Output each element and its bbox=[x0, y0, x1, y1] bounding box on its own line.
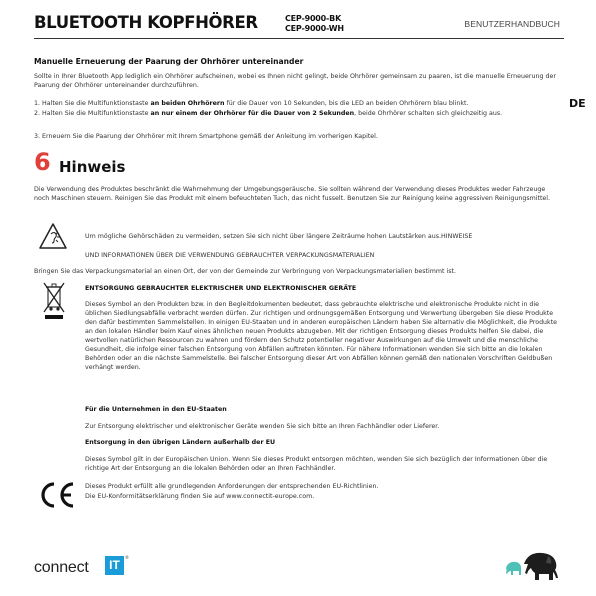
hinweis-body: Die Verwendung des Produktes beschränkt die Wahrnehmung der Umgebungsgeräusche. Sie sollten während der Verwendung dieses Produktes weder Fahrzeuge noch Maschinen steuern. Reinigen Sie das Produkt mit einem befeuchteten Tuch, das nicht fusselt. Benutzen Sie zur Reinigung keine aggressiven Reinigungsmittel. bbox=[34, 186, 551, 202]
pairing-section-title: Manuelle Erneuerung der Paarung der Ohrhörer untereinander bbox=[34, 57, 304, 66]
ce-line-1: Dieses Produkt erfüllt alle grundlegenden Anforderungen der entsprechenden EU-Richtlinien. bbox=[85, 483, 379, 490]
eu-companies-text: Zur Entsorgung elektrischer und elektronischer Geräte wenden Sie sich bitte an Ihren Fachhändler oder Lieferer. bbox=[85, 423, 440, 430]
step-2-text-c: , beide Ohrhörer schalten sich gleichzeitig aus. bbox=[354, 110, 503, 117]
step-1-text-bold: an beiden Ohrhörern bbox=[150, 100, 225, 107]
packaging-heading: UND INFORMATIONEN ÜBER DIE VERWENDUNG GEBRAUCHTER VERPACKUNGSMATERIALIEN bbox=[85, 252, 375, 259]
model-number-bk: CEP-9000-BK bbox=[285, 14, 342, 23]
non-eu-title: Entsorgung in den übrigen Ländern außerhalb der EU bbox=[85, 439, 276, 446]
hearing-warning-text: Um mögliche Gehörschäden zu vermeiden, setzen Sie sich nicht über längere Zeiträume hohen Lautstärken aus.HINWEISE bbox=[85, 233, 473, 240]
document-type: BENUTZERHANDBUCH bbox=[464, 19, 560, 29]
model-numbers bbox=[285, 14, 344, 34]
product-title: BLUETOOTH KOPFHÖRER bbox=[34, 13, 258, 32]
pairing-intro: Sollte in Ihrer Bluetooth App lediglich ein Ohrhörer aufscheinen, wobei es Ihnen nicht gelingt, beide Ohrhörer gemeinsam zu paaren, ist die manuelle Erneuerung der Paarung der Ohrhörer untereinander durchzuführen. bbox=[34, 73, 556, 89]
pairing-step-1 bbox=[34, 99, 558, 108]
packaging-text: Bringen Sie das Verpackungsmaterial an einen Ort, der von der Gemeinde zur Verbringung von Verpackungsmaterialien bestimmt ist. bbox=[34, 268, 456, 275]
section-title: Hinweis bbox=[59, 158, 126, 176]
page-header bbox=[34, 13, 564, 39]
weee-body: Dieses Symbol an den Produkten bzw. in den Begleitdokumenten bedeutet, dass gebrauchte elektrische und elektronische Produkte nicht in die üblichen Siedlungsabfälle verbracht werden dürfen. Zur richtigen und ordnungsgemäßen Entsorgung und Verwertung übergeben Sie diese Produkte den dafür bestimmten Sammelstellen. In einigen EU-Staaten und in anderen europäischen Ländern haben Sie alternativ die Möglichkeit, die Produkte an den lokalen Händler beim Kauf eines ähnlichen neuen Produkts abzugeben. Mit der richtigen Entsorgung dieses Produkts helfen Sie dabei, die wertvollen natürlichen Ressourcen zu wahren und fördern den Schutz potentieller negativer Auswirkungen auf die Umwelt und die menschliche Gesundheit, die infolge einer falschen Entsorgung von Abfällen auftreten könnten. Für nähere Informationen wenden Sie sich bitte an die lokalen Behörden oder an die nächste Sammelstelle. Bei falscher Entsorgung dieser Art von Abfällen können gemäß den nationalen Vorschriften Geldbußen verhängt werden. bbox=[85, 301, 558, 371]
brand-logo-text: connect bbox=[34, 559, 89, 576]
step-2-text-a: 2. Halten Sie die Multifunktionstaste bbox=[34, 110, 151, 117]
hearing-warning-icon bbox=[38, 222, 68, 250]
pairing-step-3: 3. Erneuern Sie die Paarung der Ohrhörer mit Ihrem Smartphone gemäß der Anleitung im vorherigen Kapitel. bbox=[34, 133, 378, 140]
eu-companies-title: Für die Unternehmen in den EU-Staaten bbox=[85, 406, 227, 413]
elephant-illustration-icon bbox=[502, 548, 564, 582]
pairing-step-2 bbox=[34, 109, 558, 118]
step-1-text-a: 1. Halten Sie die Multifunktionstaste bbox=[34, 100, 151, 107]
non-eu-text: Dieses Symbol gilt in der Europäischen Union. Wenn Sie dieses Produkt entsorgen möchten, wenden Sie sich bezüglich der Informationen über die richtige Art der Entsorgung an die lokalen Behörden oder an Ihren Fachhändler. bbox=[85, 456, 548, 472]
section-number: 6 bbox=[34, 148, 51, 176]
brand-logo-mark: ® bbox=[125, 555, 129, 560]
model-number-wh: CEP-9000-WH bbox=[285, 24, 344, 33]
ce-mark-icon bbox=[37, 480, 77, 510]
weee-title: ENTSORGUNG GEBRAUCHTER ELEKTRISCHER UND ELEKTRONISCHER GERÄTE bbox=[85, 285, 357, 292]
brand-logo-box: IT bbox=[105, 556, 124, 575]
language-tab: DE bbox=[569, 97, 586, 110]
step-2-text-bold: an nur einem der Ohrhörer für die Dauer von 2 Sekunden bbox=[150, 110, 355, 117]
weee-bin-icon bbox=[42, 282, 66, 322]
step-1-text-c: für die Dauer von 10 Sekunden, bis die LED an beiden Ohrhörern blau blinkt. bbox=[224, 100, 469, 107]
ce-line-2: Die EU-Konformitätserklärung finden Sie auf www.connectit-europe.com. bbox=[85, 493, 315, 500]
